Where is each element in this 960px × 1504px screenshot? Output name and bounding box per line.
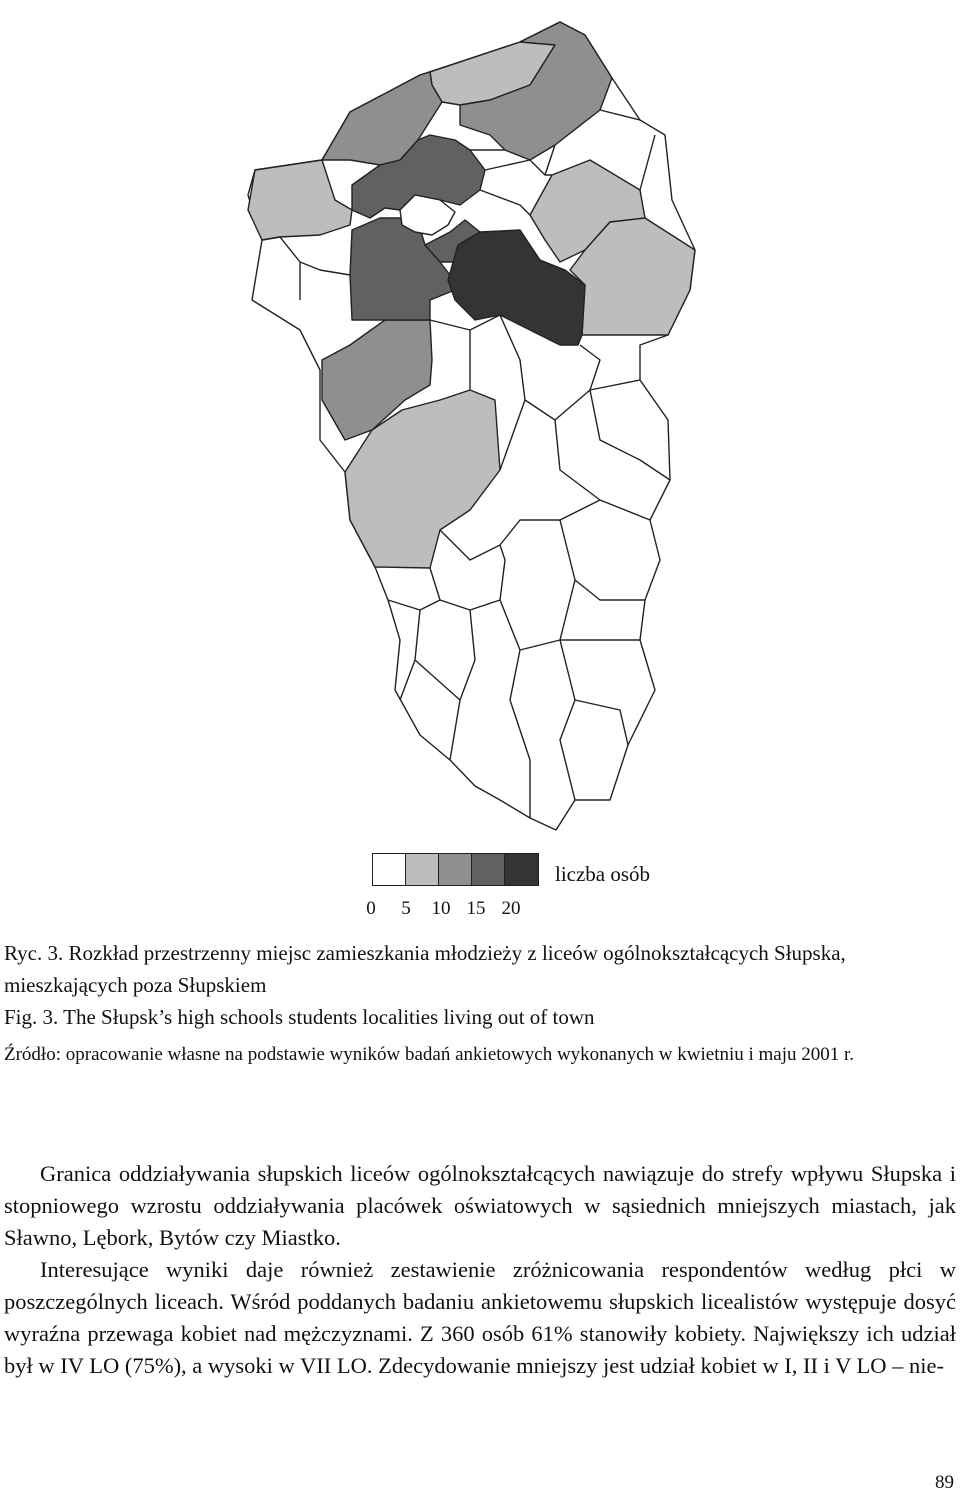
paragraph-1: Granica oddziaływania słupskich liceów ogólnokształcących nawiązuje do strefy wpływu Słupska i stopniowego wzrostu oddziaływania placówek oświatowych w sąsiednich mniejszych miastach, jak Sławno, Lębork, Bytów czy Miastko. bbox=[4, 1161, 956, 1250]
page-number: 89 bbox=[935, 1472, 954, 1493]
caption-polish: Ryc. 3. Rozkład przestrzenny miejsc zamieszkania młodzieży z liceów ogólnokształcących Słupska, mieszkających poza Słupskiem bbox=[4, 941, 846, 997]
figure-caption bbox=[4, 937, 956, 1033]
legend-tick: 20 bbox=[501, 898, 521, 919]
body-text bbox=[4, 1158, 956, 1382]
paragraph-2: Interesujące wyniki daje również zestawienie zróżnicowania respondentów według płci w poszczególnych liceach. Wśród poddanych badaniu ankietowemu słupskich licealistów występuje dosyć wyraźna przewaga kobiet nad mężczyznami. Z 360 osób 61% stanowiły kobiety. Największy ich udział był w IV LO (75%), a wysoki w VII LO. Zdecydowanie mniejszy jest udział kobiet w I, II i V LO – nie- bbox=[4, 1257, 956, 1378]
figure-source bbox=[4, 1039, 956, 1070]
legend-swatch-20 bbox=[505, 854, 538, 885]
legend-swatch-15 bbox=[472, 854, 505, 885]
source-text: Źródło: opracowanie własne na podstawie wyników badań ankietowych wykonanych w kwietniu i maju 2001 r. bbox=[4, 1044, 855, 1065]
caption-english: Fig. 3. The Słupsk’s high schools students localities living out of town bbox=[4, 1005, 595, 1029]
legend-swatch-5 bbox=[406, 854, 439, 885]
legend-ticks bbox=[356, 898, 536, 922]
legend-title: liczba osób bbox=[555, 862, 651, 886]
legend-swatch-10 bbox=[439, 854, 472, 885]
legend-swatch-0 bbox=[373, 854, 406, 885]
legend-tick: 10 bbox=[431, 898, 451, 919]
legend-tick: 0 bbox=[366, 898, 376, 919]
legend-tick: 15 bbox=[466, 898, 486, 919]
legend-tick: 5 bbox=[401, 898, 411, 919]
legend bbox=[372, 853, 539, 886]
